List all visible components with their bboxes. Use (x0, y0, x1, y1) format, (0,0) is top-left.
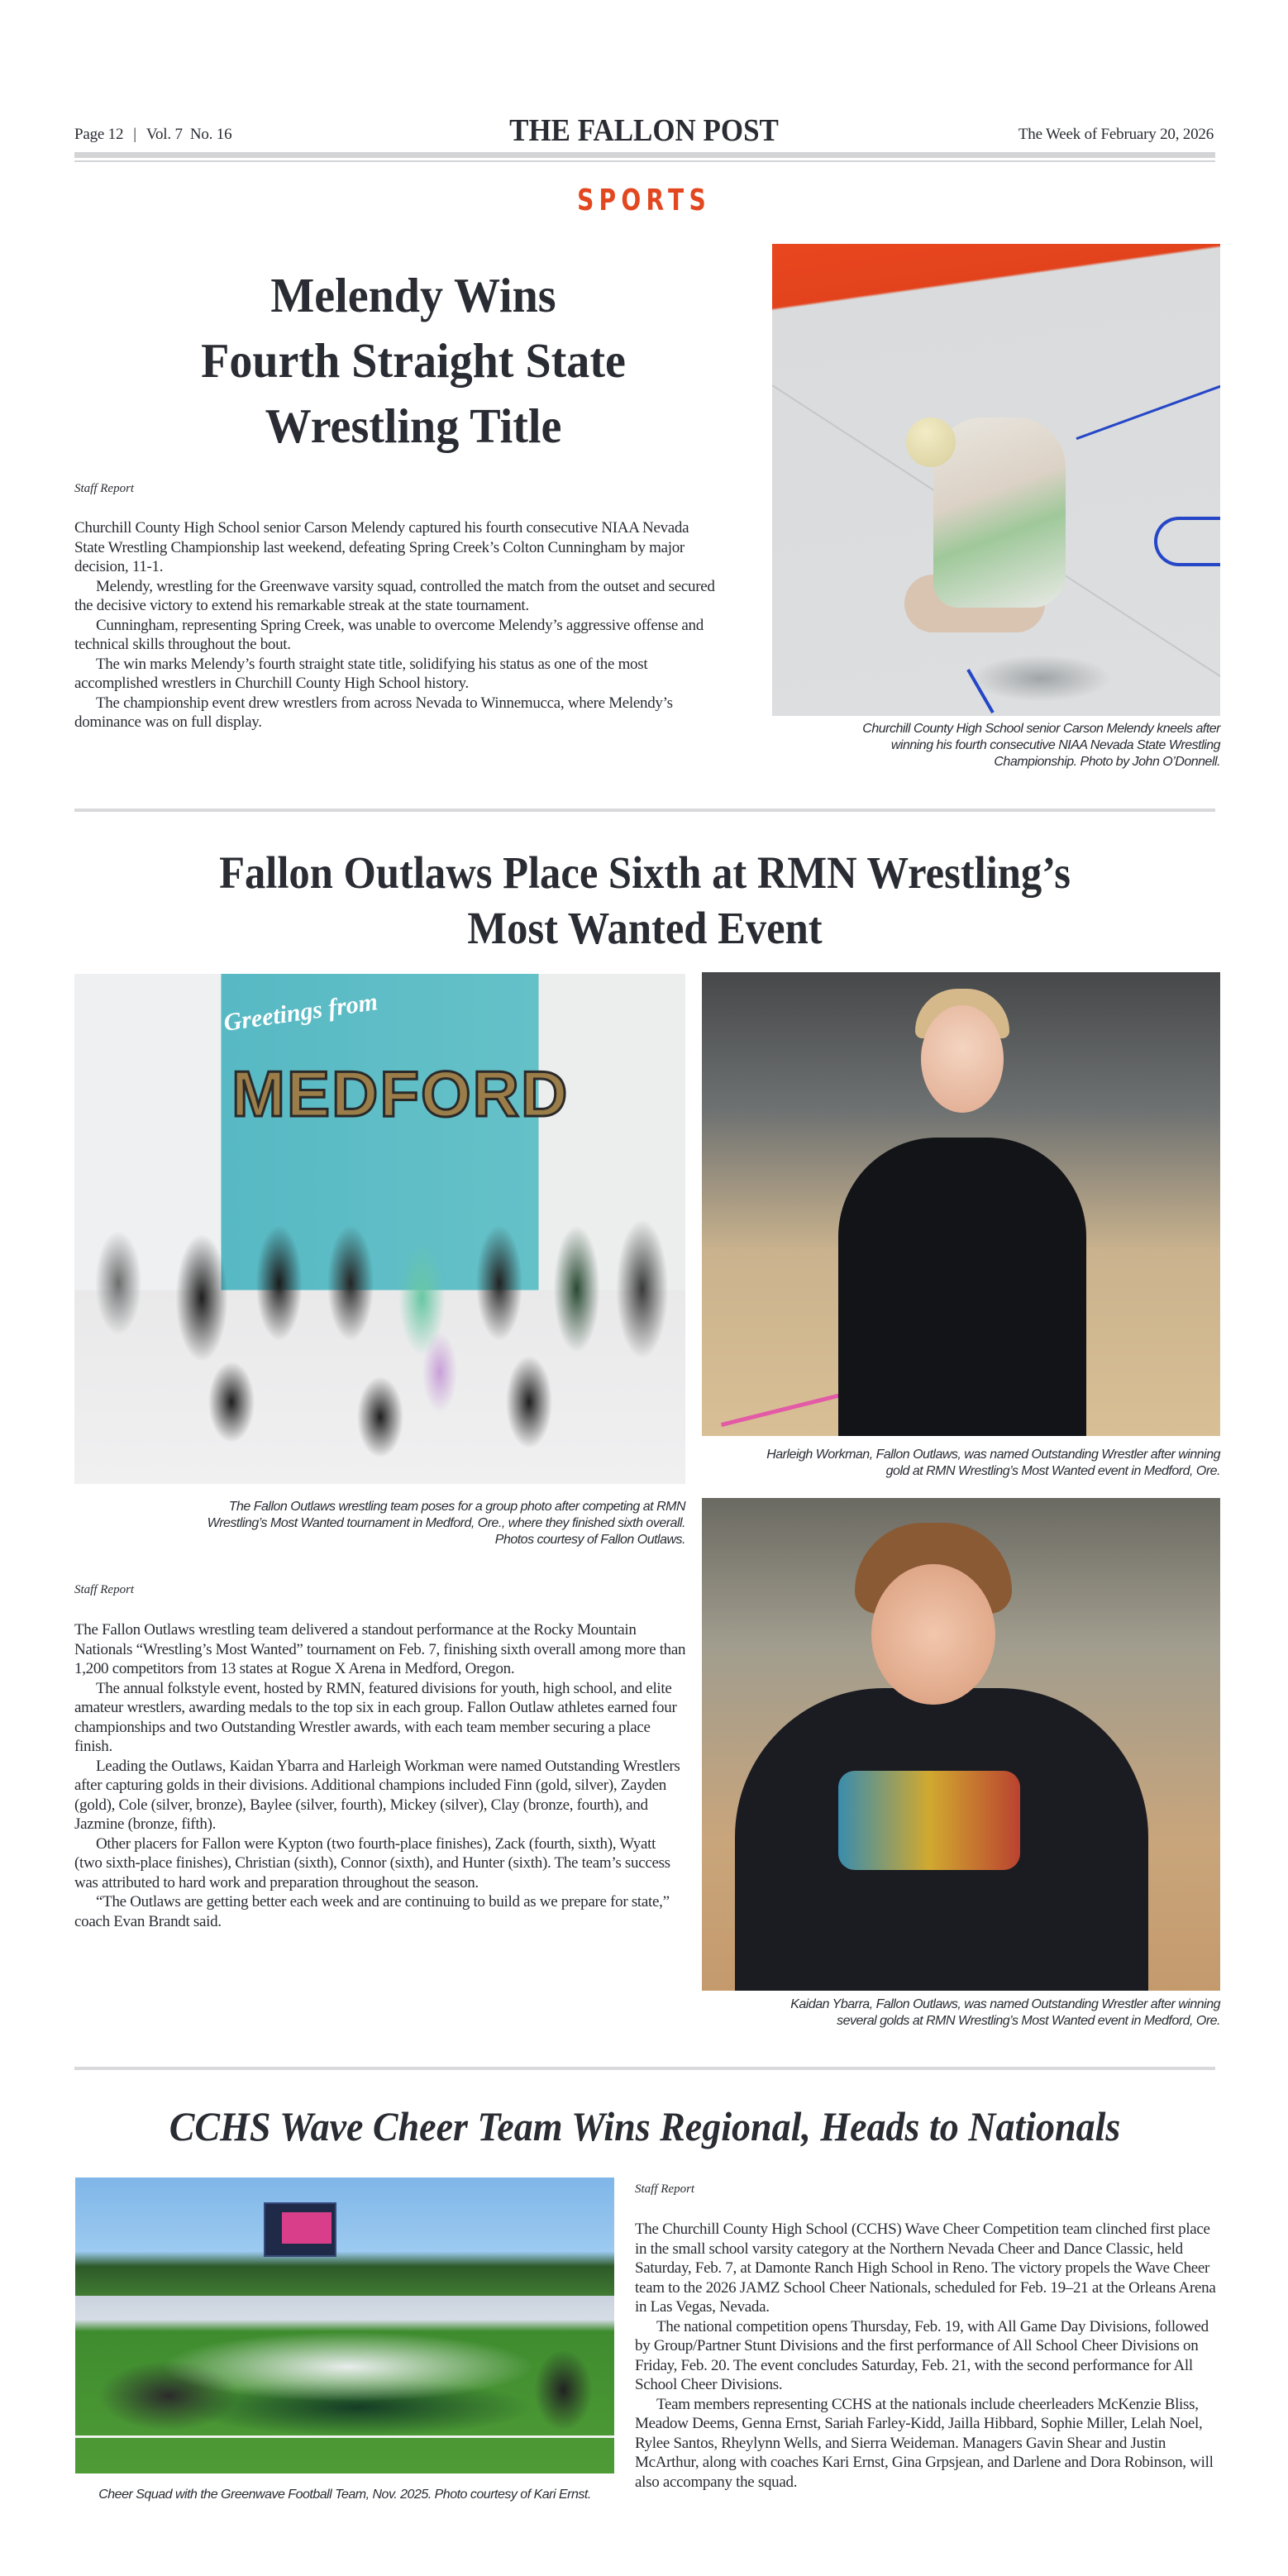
section-divider (74, 2067, 1215, 2070)
headline-line: Wrestling Title (265, 398, 562, 453)
masthead-rule-thin (74, 160, 1215, 162)
sign-script-text: Greetings from (222, 988, 379, 1037)
volume-number: Vol. 7 No. 16 (145, 126, 232, 143)
paragraph: Cunningham, representing Spring Creek, was unable to overcome Melendy’s aggressive offense and technical skills throughout the bout. (74, 616, 704, 653)
melendy-photo-caption: Churchill County High School senior Carson Melendy kneels after winning his fourth consecutive NIAA Nevada State Wrestling Championship. Photo by John O’Donnell. (862, 722, 1220, 769)
paragraph: The annual folkstyle event, hosted by RMN, featured divisions for youth, high school, and elite amateur wrestlers, awarding medals to the top six in each group. Fallon Outlaw athletes earned four championships and two Outstanding Wrestler awards, with each team member securing a place finish. (74, 1679, 677, 1755)
page-number: Page 12 (74, 126, 124, 143)
melendy-photo (772, 244, 1220, 716)
kaidan-photo-caption: Kaidan Ybarra, Fallon Outlaws, was named Outstanding Wrestler after winning several golds at RMN Wrestling’s Most Wanted event in Medford, Ore. (790, 1997, 1220, 2028)
article-3-headline (120, 2101, 1170, 2151)
paragraph: Other placers for Fallon were Kypton (two fourth-place finishes), Zack (fourth, sixth), Wyatt (two sixth-place finishes), Christian (sixth), Connor (sixth), and Hunter (sixth). The team’s success was attributed to hard work and preparation throughout the season. (74, 1834, 670, 1891)
masthead-separator: | (133, 126, 136, 143)
paragraph: “The Outlaws are getting better each week and are continuing to build as we prepare for state,” coach Evan Brandt said. (74, 1893, 670, 1930)
article-1-headline (99, 263, 727, 459)
paragraph: Team members representing CCHS at the nationals include cheerleaders McKenzie Bliss, Meadow Deems, Genna Ernst, Sariah Farley-Kidd, Jailla Hibbard, Sophie Miller, Lelah Noel, Rylee Santos, Rheylynn Wells, and Sierra Weideman. Managers Gavin Shear and Justin McArthur, along with coaches Kari Ernst, Gina Grpsjean, and Darlene and Dora Robinson, will also accompany the squad. (635, 2395, 1214, 2491)
paragraph: The Fallon Outlaws wrestling team delivered a standout performance at the Rocky Mountain Nationals “Wrestling’s Most Wanted” tournament on Feb. 7, finishing sixth overall among more than 1,200 competitors from 13 states at Rogue X Arena in Medford, Oregon. (74, 1621, 686, 1677)
cheer-photo-caption: Cheer Squad with the Greenwave Football Team, Nov. 2025. Photo courtesy of Kari Ernst. (98, 2488, 591, 2502)
article-3-body (635, 2220, 1224, 2492)
paragraph: Churchill County High School senior Carson Melendy captured his fourth consecutive NIAA Nevada State Wrestling Championship last weekend, defeating Spring Creek’s Colton Cunningham by major decision, 11-1. (74, 519, 689, 575)
headline-line: Fallon Outlaws Place Sixth at RMN Wrestling’s (219, 847, 1071, 898)
article-1-byline: Staff Report (74, 482, 135, 495)
headline-line: CCHS Wave Cheer Team Wins Regional, Heads to Nationals (169, 2103, 1121, 2149)
newspaper-title: THE FALLON POST (509, 113, 779, 148)
team-group-photo (74, 974, 685, 1484)
article-1-body (74, 518, 719, 732)
article-2-byline: Staff Report (74, 1583, 135, 1596)
kaidan-photo (702, 1498, 1220, 1991)
article-2-headline (120, 845, 1170, 956)
paragraph: The Churchill County High School (CCHS) Wave Cheer Competition team clinched first place in the small school varsity category at the Northern Nevada Cheer and Dance Classic, held Saturday, Feb. 7, at Damonte Ranch High School in Reno. The victory propels the Wave Cheer team to the 2026 JAMZ School Cheer Nationals, scheduled for Feb. 19–21 at the Orleans Arena in Las Vegas, Nevada. (635, 2221, 1216, 2316)
paragraph: The championship event drew wrestlers from across Nevada to Winnemucca, where Melendy’s dominance was on full display. (74, 694, 673, 731)
article-3-byline: Staff Report (635, 2182, 695, 2196)
issue-date: The Week of February 20, 2026 (1018, 126, 1214, 143)
harleigh-photo (702, 972, 1220, 1436)
paragraph: The national competition opens Thursday, Feb. 19, with All Game Day Divisions, followed by Group/Partner Stunt Divisions and the first performance of All School Cheer Divisions on Friday, Feb. 20. The event concludes Saturday, Feb. 21, with the second performance for All School Cheer Divisions. (635, 2317, 1209, 2393)
cheer-squad-photo (75, 2178, 614, 2473)
headline-line: Most Wanted Event (467, 903, 823, 953)
harleigh-photo-caption: Harleigh Workman, Fallon Outlaws, was named Outstanding Wrestler after winning gold at RMN Wrestling’s Most Wanted event in Medford, Ore. (766, 1448, 1220, 1478)
paragraph: The win marks Melendy’s fourth straight state title, solidifying his status as one of the most accomplished wrestlers in Churchill County High School history. (74, 655, 648, 692)
team-photo-caption: The Fallon Outlaws wrestling team poses for a group photo after competing at RMN Wrestling’s Most Wanted tournament in Medford, Ore., where they finished sixth overall. Photos courtesy of Fallon Outlaws. (207, 1500, 685, 1547)
sign-medford-text: MEDFORD (231, 1057, 570, 1130)
paragraph: Leading the Outlaws, Kaidan Ybarra and Harleigh Workman were named Outstanding Wrestlers after capturing golds in their divisions. Additional champions included Finn (gold, silver), Zayden (gold), Cole (silver, bronze), Baylee (silver, fourth), Mickey (silver), Clay (bronze, fourth), and Jazmine (bronze, fifth). (74, 1757, 680, 1833)
section-divider (74, 809, 1215, 812)
paragraph: Melendy, wrestling for the Greenwave varsity squad, controlled the match from the outset and secured the decisive victory to extend his remarkable streak at the state tournament. (74, 577, 715, 614)
section-label: SPORTS (577, 184, 711, 217)
article-2-body (74, 1620, 686, 1931)
headline-line: Melendy Wins (270, 268, 556, 322)
headline-line: Fourth Straight State (201, 333, 626, 388)
masthead-rule-thick (74, 152, 1215, 158)
